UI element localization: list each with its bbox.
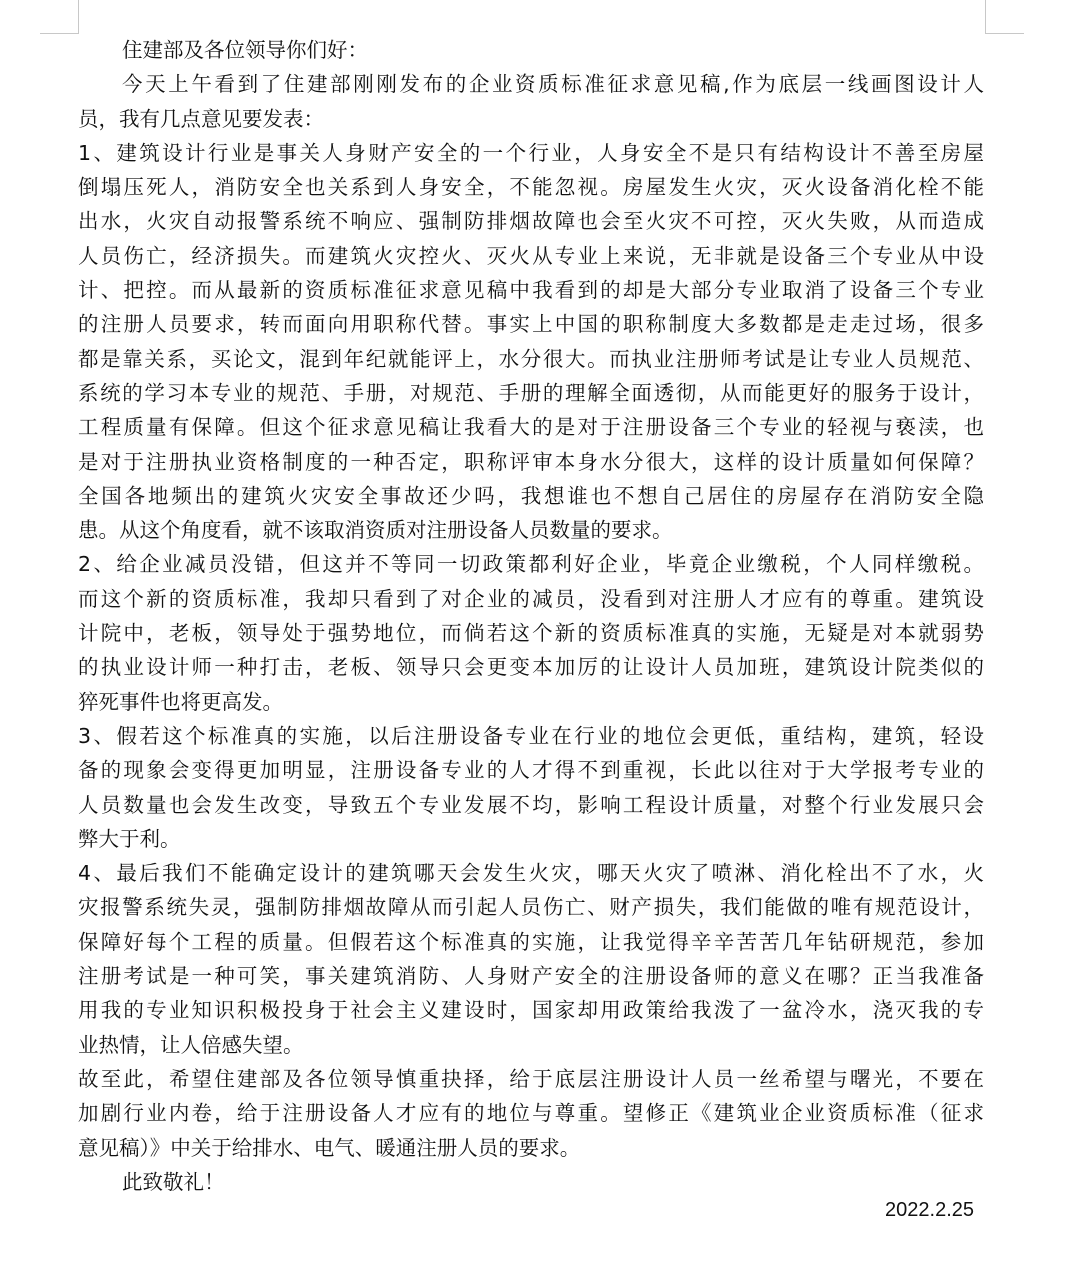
- text-line: 用我的专业知识积极投身于社会主义建设时，国家却用政策给我泼了一盆冷水，浇灭我的专: [78, 998, 984, 1023]
- text-line: 注册考试是一种可笑，事关建筑消防、人身财产安全的注册设备师的意义在哪？正当我准备: [78, 964, 984, 989]
- text-line: 猝死事件也将更高发。: [78, 689, 283, 714]
- text-line: 今天上午看到了住建部刚刚发布的企业资质标准征求意见稿,作为底层一线画图设计人: [122, 72, 984, 97]
- text-line: 都是靠关系，买论文，混到年纪就能评上，水分很大。而执业注册师考试是让专业人员规范、: [78, 346, 984, 371]
- text-line: 计、把控。而从最新的资质标准征求意见稿中我看到的却是大部分专业取消了设备三个专业: [78, 278, 984, 303]
- page-corner-mark-left: [40, 0, 79, 34]
- text-line: 保障好每个工程的质量。但假若这个标准真的实施，让我觉得辛辛苦苦几年钻研规范，参加: [78, 929, 984, 954]
- text-line: 意见稿）》中关于给排水、电气、暖通注册人员的要求。: [78, 1135, 581, 1160]
- text-line: 员，我有几点意见要发表：: [78, 106, 324, 131]
- text-line: 弊大于利。: [78, 826, 181, 851]
- closing-line: 此致敬礼！: [122, 1169, 225, 1194]
- text-line: 的注册人员要求，转而面向用职称代替。事实上中国的职称制度大多数都是走走过场，很多: [78, 312, 984, 337]
- text-line: 1、建筑设计行业是事关人身财产安全的一个行业，人身安全不是只有结构设计不善至房屋: [78, 140, 984, 165]
- text-line: 业热情，让人倍感失望。: [78, 1032, 304, 1057]
- text-line: 人员数量也会发生改变，导致五个专业发展不均，影响工程设计质量，对整个行业发展只会: [78, 792, 984, 817]
- page-corner-mark-right: [985, 0, 1024, 34]
- text-line: 出水，火灾自动报警系统不响应、强制防排烟故障也会至火灾不可控，灭火失败，从而造成: [78, 209, 984, 234]
- text-line: 而这个新的资质标准，我却只看到了对企业的减员，没看到对注册人才应有的尊重。建筑设: [78, 586, 984, 611]
- text-line: 加剧行业内卷，给于注册设备人才应有的地位与尊重。望修正《建筑业企业资质标准（征求: [78, 1101, 984, 1126]
- salutation-line: 住建部及各位领导你们好：: [122, 38, 368, 62]
- letter-body: [78, 33, 984, 1199]
- text-line: 故至此，希望住建部及各位领导慎重抉择，给于底层注册设计人员一丝希望与曙光，不要在: [78, 1066, 984, 1091]
- text-line: 倒塌压死人，消防安全也关系到人身安全，不能忽视。房屋发生火灾，灭火设备消化栓不能: [78, 175, 984, 200]
- text-line: 的执业设计师一种打击，老板、领导只会更变本加厉的让设计人员加班，建筑设计院类似的: [78, 655, 984, 680]
- text-line: 4、最后我们不能确定设计的建筑哪天会发生火灾，哪天火灾了喷淋、消化栓出不了水，火: [78, 861, 984, 886]
- text-line: 计院中，老板，领导处于强势地位，而倘若这个新的资质标准真的实施，无疑是对本就弱势: [78, 621, 984, 646]
- text-line: 人员伤亡，经济损失。而建筑火灾控火、灭火从专业上来说，无非就是设备三个专业从中设: [78, 243, 984, 268]
- text-line: 患。从这个角度看，就不该取消资质对注册设备人员数量的要求。: [78, 518, 673, 543]
- text-line: 3、假若这个标准真的实施，以后注册设备专业在行业的地位会更低，重结构，建筑，轻设: [78, 723, 984, 748]
- text-line: 系统的学习本专业的规范、手册，对规范、手册的理解全面透彻，从而能更好的服务于设计，: [78, 380, 984, 405]
- text-line: 全国各地频出的建筑火灾安全事故还少吗，我想谁也不想自己居住的房屋存在消防安全隐: [78, 483, 984, 508]
- letter-date: 2022.2.25: [885, 1199, 974, 1221]
- text-line: 灾报警系统失灵，强制防排烟故障从而引起人员伤亡、财产损失，我们能做的唯有规范设计，: [78, 895, 984, 920]
- text-line: 工程质量有保障。但这个征求意见稿让我看大的是对于注册设备三个专业的轻视与亵渎，也: [78, 415, 984, 440]
- text-line: 备的现象会变得更加明显，注册设备专业的人才得不到重视，长此以往对于大学报考专业的: [78, 758, 984, 783]
- text-line: 是对于注册执业资格制度的一种否定，职称评审本身水分很大，这样的设计质量如何保障？: [78, 449, 984, 474]
- text-line: 2、给企业减员没错，但这并不等同一切政策都利好企业，毕竟企业缴税，个人同样缴税。: [78, 552, 984, 577]
